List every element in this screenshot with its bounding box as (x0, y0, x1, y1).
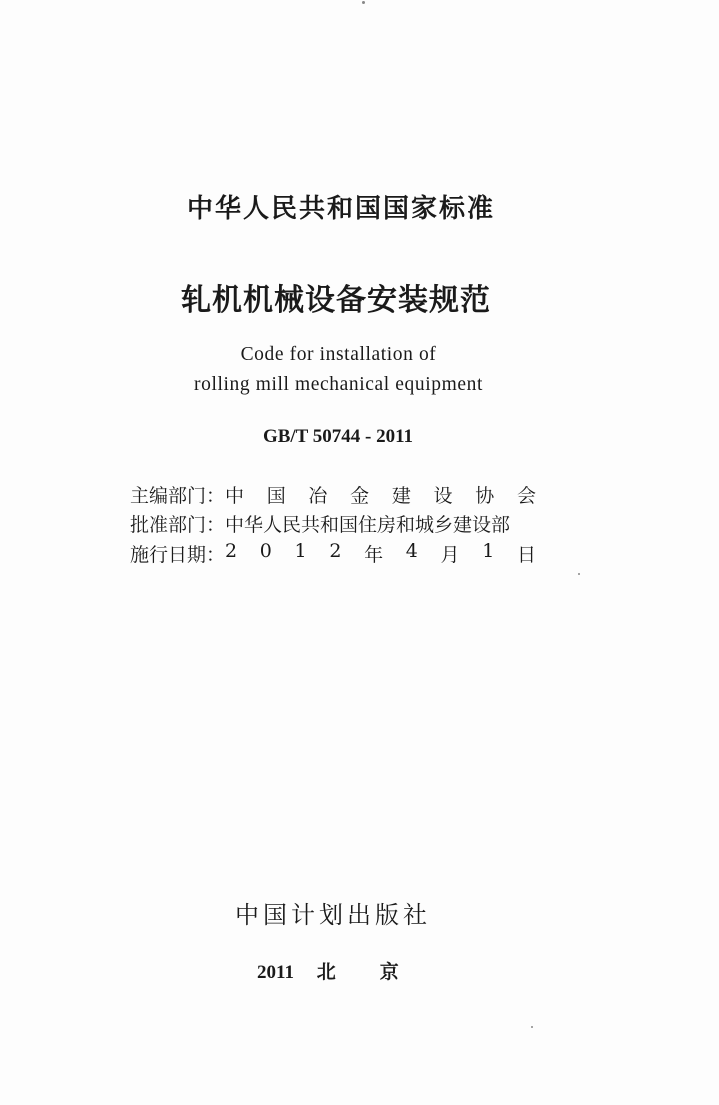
english-title (0, 340, 719, 400)
editor-char: 国 (266, 484, 286, 507)
approver-label: 批准部门： (130, 513, 226, 536)
publisher-name: 中国计划出版社 (235, 901, 431, 929)
scan-speck (362, 1, 365, 4)
editor-char: 会 (516, 484, 536, 507)
date-char: 2 (225, 539, 238, 562)
imprint (257, 957, 399, 984)
scan-speck (578, 573, 580, 575)
editor-char: 建 (391, 484, 411, 507)
effective-date-row (130, 538, 536, 568)
date-char: 4 (405, 539, 418, 562)
editor-char: 协 (475, 484, 495, 507)
scan-speck (531, 1026, 533, 1028)
editor-char: 冶 (308, 484, 328, 507)
approver-row (130, 508, 510, 538)
standard-code: GB/T 50744 - 2011 (262, 426, 414, 447)
date-char: 1 (294, 539, 307, 562)
date-char: 日 (516, 543, 536, 566)
date-char: 1 (482, 539, 495, 562)
chinese-title: 轧机机械设备安装规范 (181, 283, 491, 318)
effective-date-value (225, 540, 536, 567)
date-char: 年 (364, 543, 384, 566)
editor-value (225, 481, 536, 508)
city-char: 京 (379, 961, 399, 983)
date-char: 0 (259, 539, 272, 562)
editor-char: 中 (225, 484, 245, 507)
editor-row (130, 479, 536, 509)
effective-date-label: 施行日期： (130, 543, 226, 566)
english-title-line-2: rolling mill mechanical equipment (194, 374, 483, 395)
approver-value: 中华人民共和国住房和城乡建设部 (225, 513, 511, 536)
imprint-city (317, 957, 399, 984)
editor-char: 金 (350, 484, 370, 507)
standard-category-title: 中华人民共和国国家标准 (186, 194, 495, 224)
editor-label: 主编部门： (130, 484, 226, 507)
imprint-year: 2011 (257, 962, 294, 983)
date-char: 月 (440, 543, 460, 566)
editor-char: 设 (433, 484, 453, 507)
city-char: 北 (316, 961, 336, 983)
date-char: 2 (329, 539, 342, 562)
english-title-line-1: Code for installation of (240, 344, 437, 365)
